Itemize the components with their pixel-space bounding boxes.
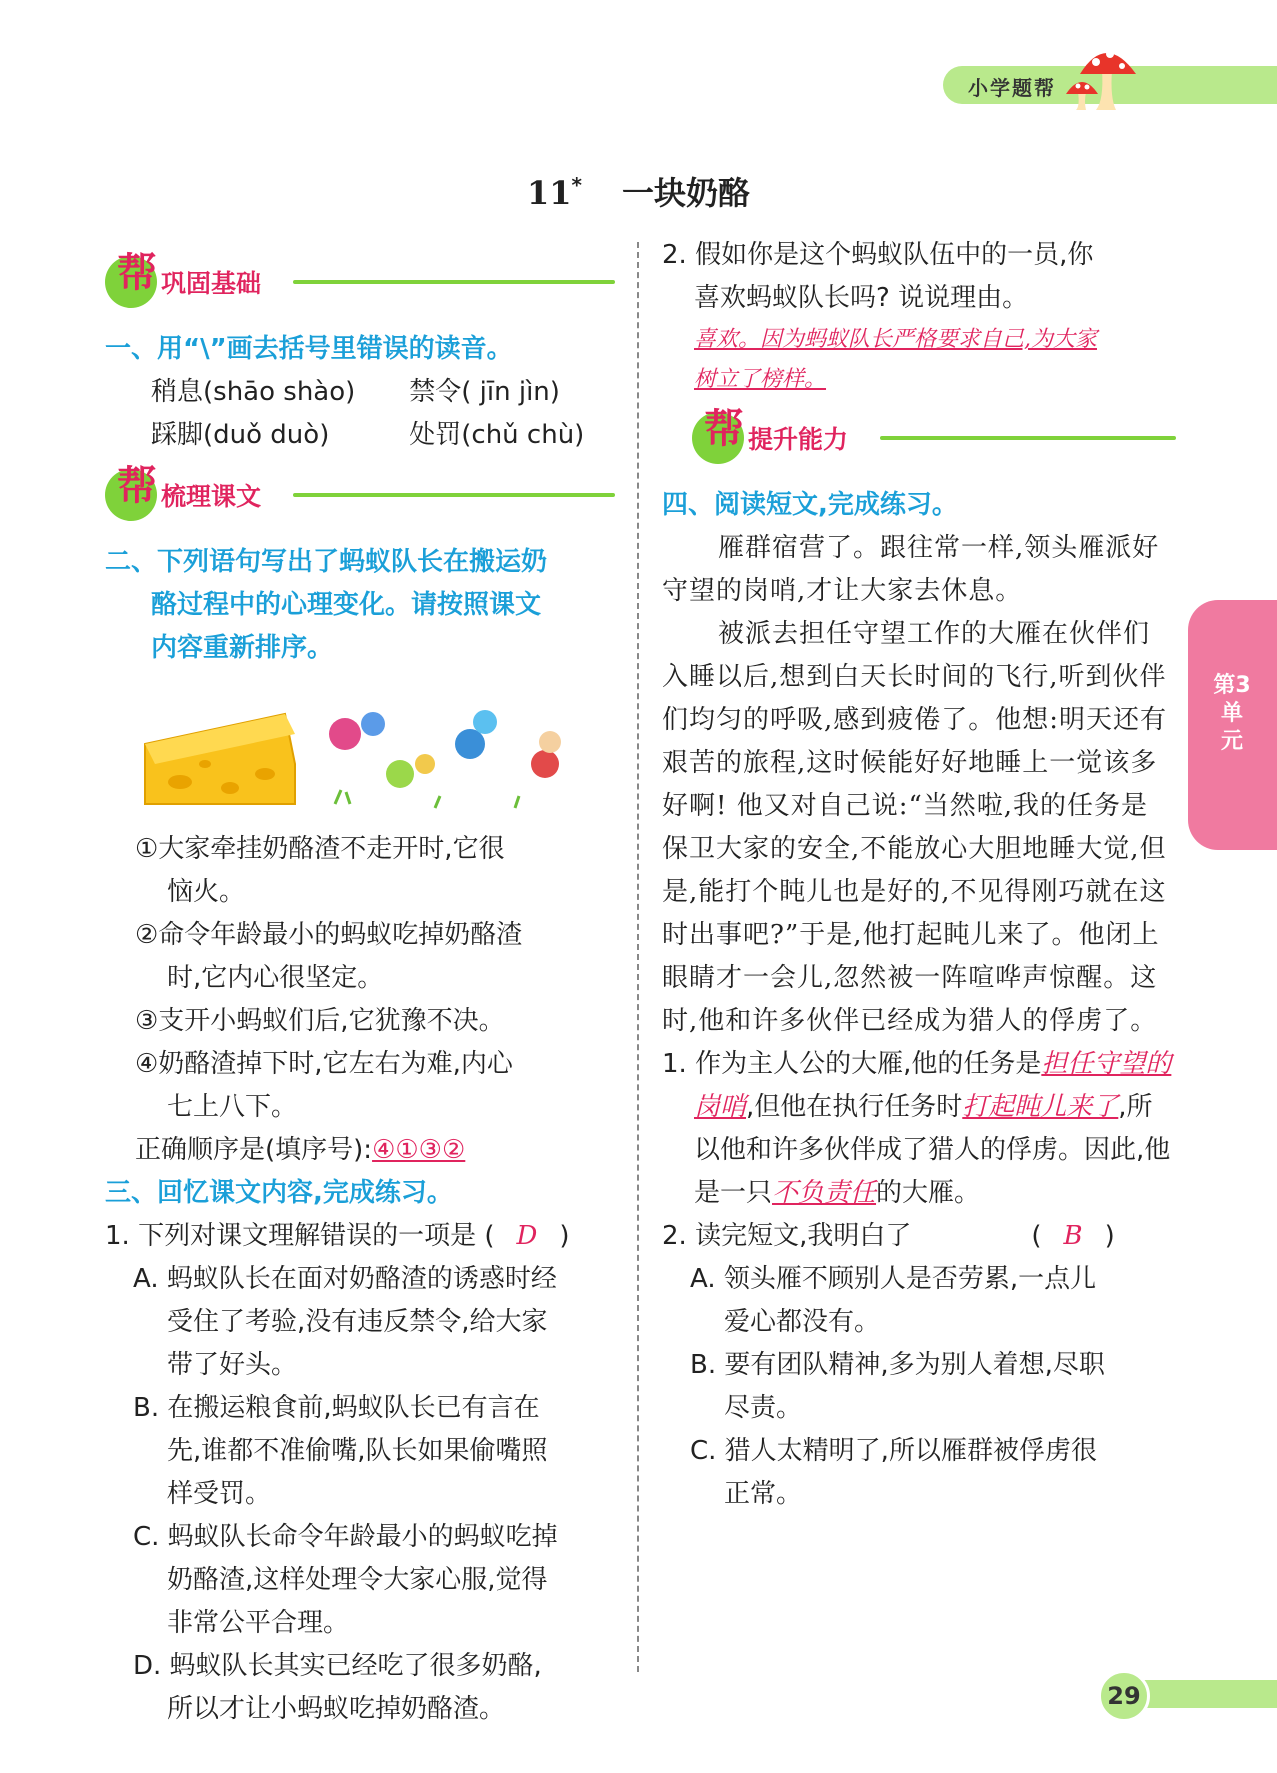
q4-option-b: B. 要有团队精神,多为别人着想,尽职 尽责。 [690,1350,1105,1423]
q3-heading: 三、回忆课文内容,完成练习。 [105,1178,453,1208]
passage-paragraph-2: 被派去担任守望工作的大雁在伙伴们入睡以后,想到白天长时间的飞行,听到伙伴们均匀的呼吸,感到疲倦了。他想:明天还有艰苦的旅程,这时候能好好地睡上一觉该多好啊! 他又对自己说:“当然啦,我的任务是保卫大家的安全,不能放心大胆地睡大觉,但是,能打个盹儿也是好的,不见得刚巧就在这时出事吧?”于是,他打起盹儿来了。他闭上眼睛才一会儿,忽然被一阵喧哗声惊醒。这时,他和许多伙伴已经成为猎人的俘虏了。 [662,619,1168,1036]
section-title: 梳理课文 [161,482,262,511]
unit-label: 第3单元 [1213,673,1251,754]
section-rule [880,436,1176,440]
q3-option-d: D. 蚂蚁队长其实已经吃了很多奶酪, 所以才让小蚂蚁吃掉奶酪渣。 [133,1651,542,1724]
pinyin-row-2 [105,414,615,457]
mushroom-icon [1066,40,1146,112]
left-column [105,244,615,1731]
brand-label: 小学题帮 [968,76,1056,100]
q4-heading: 四、阅读短文,完成练习。 [662,490,958,520]
pinyin-item: 踩脚(duǒ duò) [151,420,330,450]
pinyin-item: 禁令( jīn jìn) [409,377,560,407]
q1-heading: 一、用“\”画去括号里错误的读音。 [105,334,513,364]
section-title: 巩固基础 [161,269,262,298]
q4-option-a: A. 领头雁不顾别人是否劳累,一点儿 爱心都没有。 [690,1264,1097,1337]
pinyin-row-1 [105,371,615,414]
q2-item-4: ④奶酪渣掉下时,它左右为难,内心 七上八下。 [135,1049,513,1122]
q4-sub1-answer-3: 不负责任 [772,1178,877,1208]
q4-option-c: C. 猎人太精明了,所以雁群被俘虏很 正常。 [690,1436,1097,1509]
right-column [662,234,1174,1516]
q3-sub1-stem: 1. 下列对课文理解错误的一项是 ( D ) [105,1221,570,1251]
q3-sub2-stem: 2. 假如你是这个蚂蚁队伍中的一员,你 喜欢蚂蚁队长吗? 说说理由。 [662,240,1094,313]
q2-order: 正确顺序是(填序号):④①③② [135,1135,466,1165]
lesson-number: 11 [526,174,572,212]
q3-sub1-answer: D [516,1221,538,1251]
q4-sub1-answer-2: 打起盹儿来了 [962,1092,1119,1122]
page-number: 29 [1098,1670,1150,1722]
section-rule [293,280,615,284]
cheese-icon [135,704,605,814]
q2-item-2: ②命令年龄最小的蚂蚁吃掉奶酪渣 时,它内心很坚定。 [135,920,523,993]
pinyin-item: 处罚(chǔ chù) [409,420,585,450]
lesson-title [0,168,1277,214]
q4-sub1: 1. 作为主人公的大雁,他的任务是担任守望的岗哨,但他在执行任务时打起盹儿来了,所以他和许多伙伴成了猎人的俘虏。因此,他是一只不负责任的大雁。 [662,1049,1172,1208]
section-improve [692,406,1174,476]
section-badge: 帮 [692,412,744,464]
q4-sub2-stem: 2. 读完短文,我明白了 ( B ) [662,1221,1115,1251]
passage-paragraph-1: 雁群宿营了。跟往常一样,领头雁派好守望的岗哨,才让大家去休息。 [662,533,1160,606]
unit-side-tab [1188,600,1277,850]
q2-heading: 二、下列语句写出了蚂蚁队长在搬运奶 酪过程中的心理变化。请按照课文 内容重新排序。 [105,547,548,663]
section-title: 提升能力 [748,425,849,454]
q3-option-c: C. 蚂蚁队长命令年龄最小的蚂蚁吃掉 奶酪渣,这样处理令大家心服,觉得 非常公平合理。 [133,1522,558,1638]
section-consolidate [105,250,615,320]
section-badge: 帮 [105,256,157,308]
section-rule [293,493,615,497]
q3-sub2-answer: 喜欢。因为蚂蚁队长严格要求自己,为大家 树立了榜样。 [694,327,1097,392]
lesson-name: 一块奶酪 [621,174,750,212]
q3-option-b: B. 在搬运粮食前,蚂蚁队长已有言在 先,谁都不准偷嘴,队长如果偷嘴照 样受罚。 [133,1393,548,1509]
pinyin-item: 稍息(shāo shào) [151,377,356,407]
q2-item-1: ①大家牵挂奶酪渣不走开时,它很 恼火。 [135,834,505,907]
lesson-star: * [571,173,582,198]
q2-order-answer: ④①③② [372,1135,466,1165]
section-review [105,463,615,533]
section-badge: 帮 [105,469,157,521]
q2-item-3: ③支开小蚂蚁们后,它犹豫不决。 [135,1006,505,1036]
cheese-ants-illustration [135,704,615,814]
q4-sub1-answer-1: 担任守望的岗哨 [694,1049,1172,1122]
q4-sub2-answer: B [1063,1221,1083,1251]
column-divider [637,242,639,1672]
q3-option-a: A. 蚂蚁队长在面对奶酪渣的诱惑时经 受住了考验,没有违反禁令,给大家 带了好头。 [133,1264,557,1380]
